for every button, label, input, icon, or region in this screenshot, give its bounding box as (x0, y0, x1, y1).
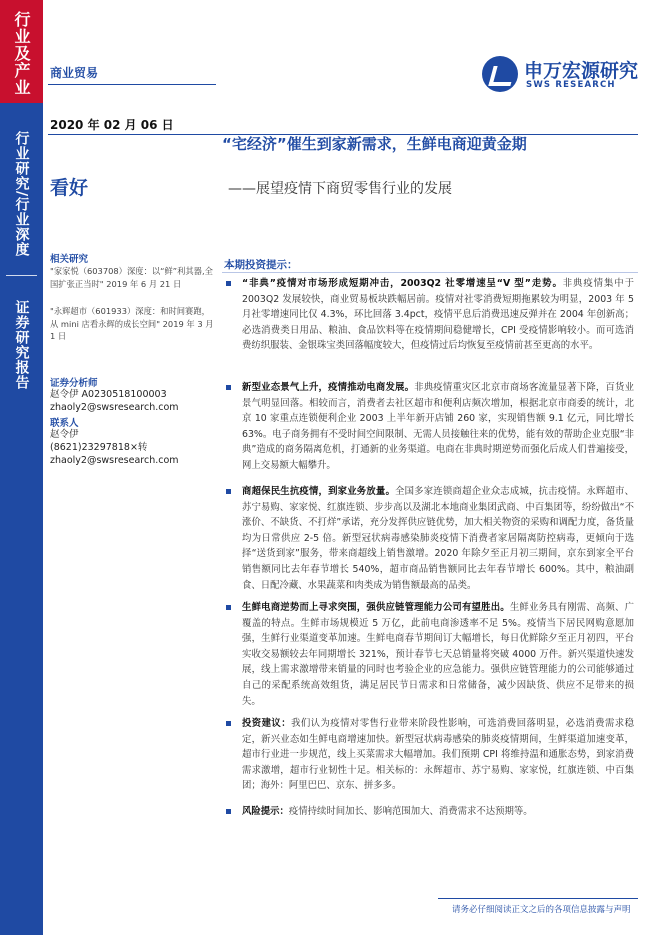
analyst-name-cert (50, 388, 167, 401)
highlight-item (226, 380, 634, 474)
left-sidebar (0, 0, 43, 935)
report-title: “宅经济”催生到家新需求，生鲜电商迎黄金期 (222, 135, 527, 153)
footer-rule (438, 898, 638, 899)
highlight-lead: 风险提示： (242, 806, 289, 817)
sector-label: 商业贸易 (50, 66, 99, 80)
logo-mark-icon (482, 56, 518, 92)
highlight-lead: 商超保民生抗疫情，到家业务放量。 (242, 486, 396, 497)
investment-highlights-heading: 本期投资提示： (224, 259, 298, 271)
analyst-email[interactable]: zhaoly2@swsresearch.com (50, 402, 179, 413)
header-rule-left (48, 84, 216, 85)
highlight-body: 全国多家连锁商超企业众志成城，抗击疫情。永辉超市、苏宁易购、家家悦、红旗连锁、步步高以及湖北本地商业集团武商、中百集团等，纷纷做出“不涨价、不缺货、不打烊”承诺，充分发挥供应链优势，加大相关物资的采购和调配力度，备货量均为日常供应 2-5 倍。新型冠状病毒感染肺炎疫情下消费者家居隔离防控病毒，更倾向于选择“送货到家”服务，带来商超线上销售激增。2020 年除夕至正月初三期间，京东到家全平台销售额同比去年春节增长 540%，超市商品销售额同比去年春节增长 600%。其中，粮油副食、日配冷藏、水果蔬菜和肉类成为销售额最高的品类。 (242, 486, 634, 591)
highlight-body: 我们认为疫情对零售行业带来阶段性影响，可选消费回落明显，必选消费需求稳定，新兴业态如生鲜电商增速加快。新型冠状病毒感染的肺炎疫情期间，生鲜渠道加速变革，超市行业进一步规范，线上买菜需求大幅增加。我们预期 CPI 将维持温和通胀态势，到家消费需求激增，超市行业韧性十足。相关标的：永辉超市、苏宁易购、家家悦，红旗连锁、中百集团；海外：阿里巴巴、京东、拼多多。 (242, 718, 634, 792)
contact-phone: (8621)23297818×转 (50, 442, 148, 453)
highlight-item (226, 484, 634, 593)
bullet-icon (226, 809, 231, 814)
bullet-icon (226, 721, 231, 726)
analyst-heading: 证券分析师 (50, 378, 98, 389)
rating-label: 看好 (50, 177, 89, 199)
sidebar-tag-securities: 证券研究报告 (13, 300, 30, 390)
related-research-item: "家家悦（603708）深度：以“鲜”利其器,全国扩张正当时" 2019 年 6 月 21 日 (50, 266, 213, 289)
footer-disclaimer: 请务必仔细阅读正文之后的各项信息披露与声明 (452, 905, 631, 915)
bullet-icon (226, 605, 231, 610)
related-research-heading: 相关研究 (50, 254, 89, 265)
bullet-icon (226, 385, 231, 390)
highlight-item (226, 716, 634, 794)
highlight-lead: “非典”疫情对市场形成短期冲击，2003Q2 社零增速呈“V 型”走势。 (242, 278, 563, 289)
analyst-cert: A0230518100003 (81, 389, 167, 400)
sidebar-divider (6, 275, 37, 276)
highlight-body: 疫情持续时间加长、影响范围加大、消费需求不达预期等。 (288, 806, 533, 817)
contact-heading: 联系人 (50, 418, 79, 429)
company-logo (482, 54, 639, 98)
bullet-icon (226, 489, 231, 494)
logo-english-text: SWS RESEARCH (526, 80, 616, 90)
report-date: 2020 年 02 月 06 日 (50, 118, 174, 132)
logo-chinese-text: 申万宏源研究 (524, 60, 639, 82)
bullet-icon (226, 281, 231, 286)
related-research-item: "永辉超市（601933）深度：和时间赛跑，从 mini 店看永辉的成长空间" 2019 年 3 月 1 日 (50, 306, 214, 342)
highlight-item (226, 600, 634, 709)
sidebar-tag-report-type: 行业研究/行业深度 (13, 130, 30, 258)
highlight-lead: 投资建议： (242, 718, 292, 729)
highlight-body: 非典疫情集中于 2003Q2 发展较快，商业贸易板块跌幅居前。疫情对社零消费短期拖累较为明显，2003 年 5 月社零增速同比仅 4.3%，环比回落 3.4pct，疫情平息后消费迅速反弹并在 2004 年创新高；必选消费类日用品、粮油、食品饮料等在疫情期间稳健增长，CPI 受疫情影响较小。而可选消费纺织服装、金银珠宝类回落幅度较大，但疫情过后均恢复至疫情前甚至更高的水平。 (242, 278, 634, 352)
highlight-lead: 生鲜电商逆势而上寻求突围，强供应链管理能力公司有望胜出。 (242, 602, 510, 613)
contact-name: 赵令伊 (50, 429, 79, 440)
main-heading-rule (222, 272, 638, 273)
highlight-item (226, 276, 634, 354)
analyst-name: 赵令伊 (50, 389, 79, 400)
highlight-item (226, 804, 634, 820)
contact-email[interactable]: zhaoly2@swsresearch.com (50, 455, 179, 466)
sidebar-tag-industry: 行业及产业 (12, 10, 31, 96)
report-subtitle: ——展望疫情下商贸零售行业的发展 (228, 181, 452, 197)
highlight-body: 生鲜业务具有刚需、高频、广覆盖的特点。生鲜市场规模近 5 万亿，此前电商渗透率不足 5%。疫情当下居民网购意愿加强，生鲜行业渠道变革加速。生鲜电商春节期间订大幅增长，每日优鲜除夕至正月初四，平台实收交易额较去年同期增长 321%，预计春节七天总销量将突破 4000 万件。新兴渠道快速发展，线上需求激增带来销量的同时也考验企业的应急能力。强供应链管理能力的公司能够通过自己的采配系统高效组货，满足居民节日需求和日常储备，减少因缺货、供应不足带来的损失。 (242, 602, 634, 707)
highlight-body: 非典疫情重灾区北京市商场客流量显著下降，百货业景气明显回落。相较而言，消费者去社区超市和便利店频次增加，根据北京市商委的统计，北京 10 家重点连锁便利企业 2003 上半年新开店铺 260 家，实现销售额 9.1 亿元，同比增长 63%。电子商务拥有不受时间空间限制、无需人员接触往来的优势，能有效的帮助企业克服“非典”造成的商务隔离危机，打通新的业务渠道。电商在非典时期逆势而强化后成人们普遍接受，网上交易额大幅攀升。 (242, 382, 634, 471)
highlight-lead: 新型业态景气上升，疫情推动电商发展。 (242, 382, 415, 393)
